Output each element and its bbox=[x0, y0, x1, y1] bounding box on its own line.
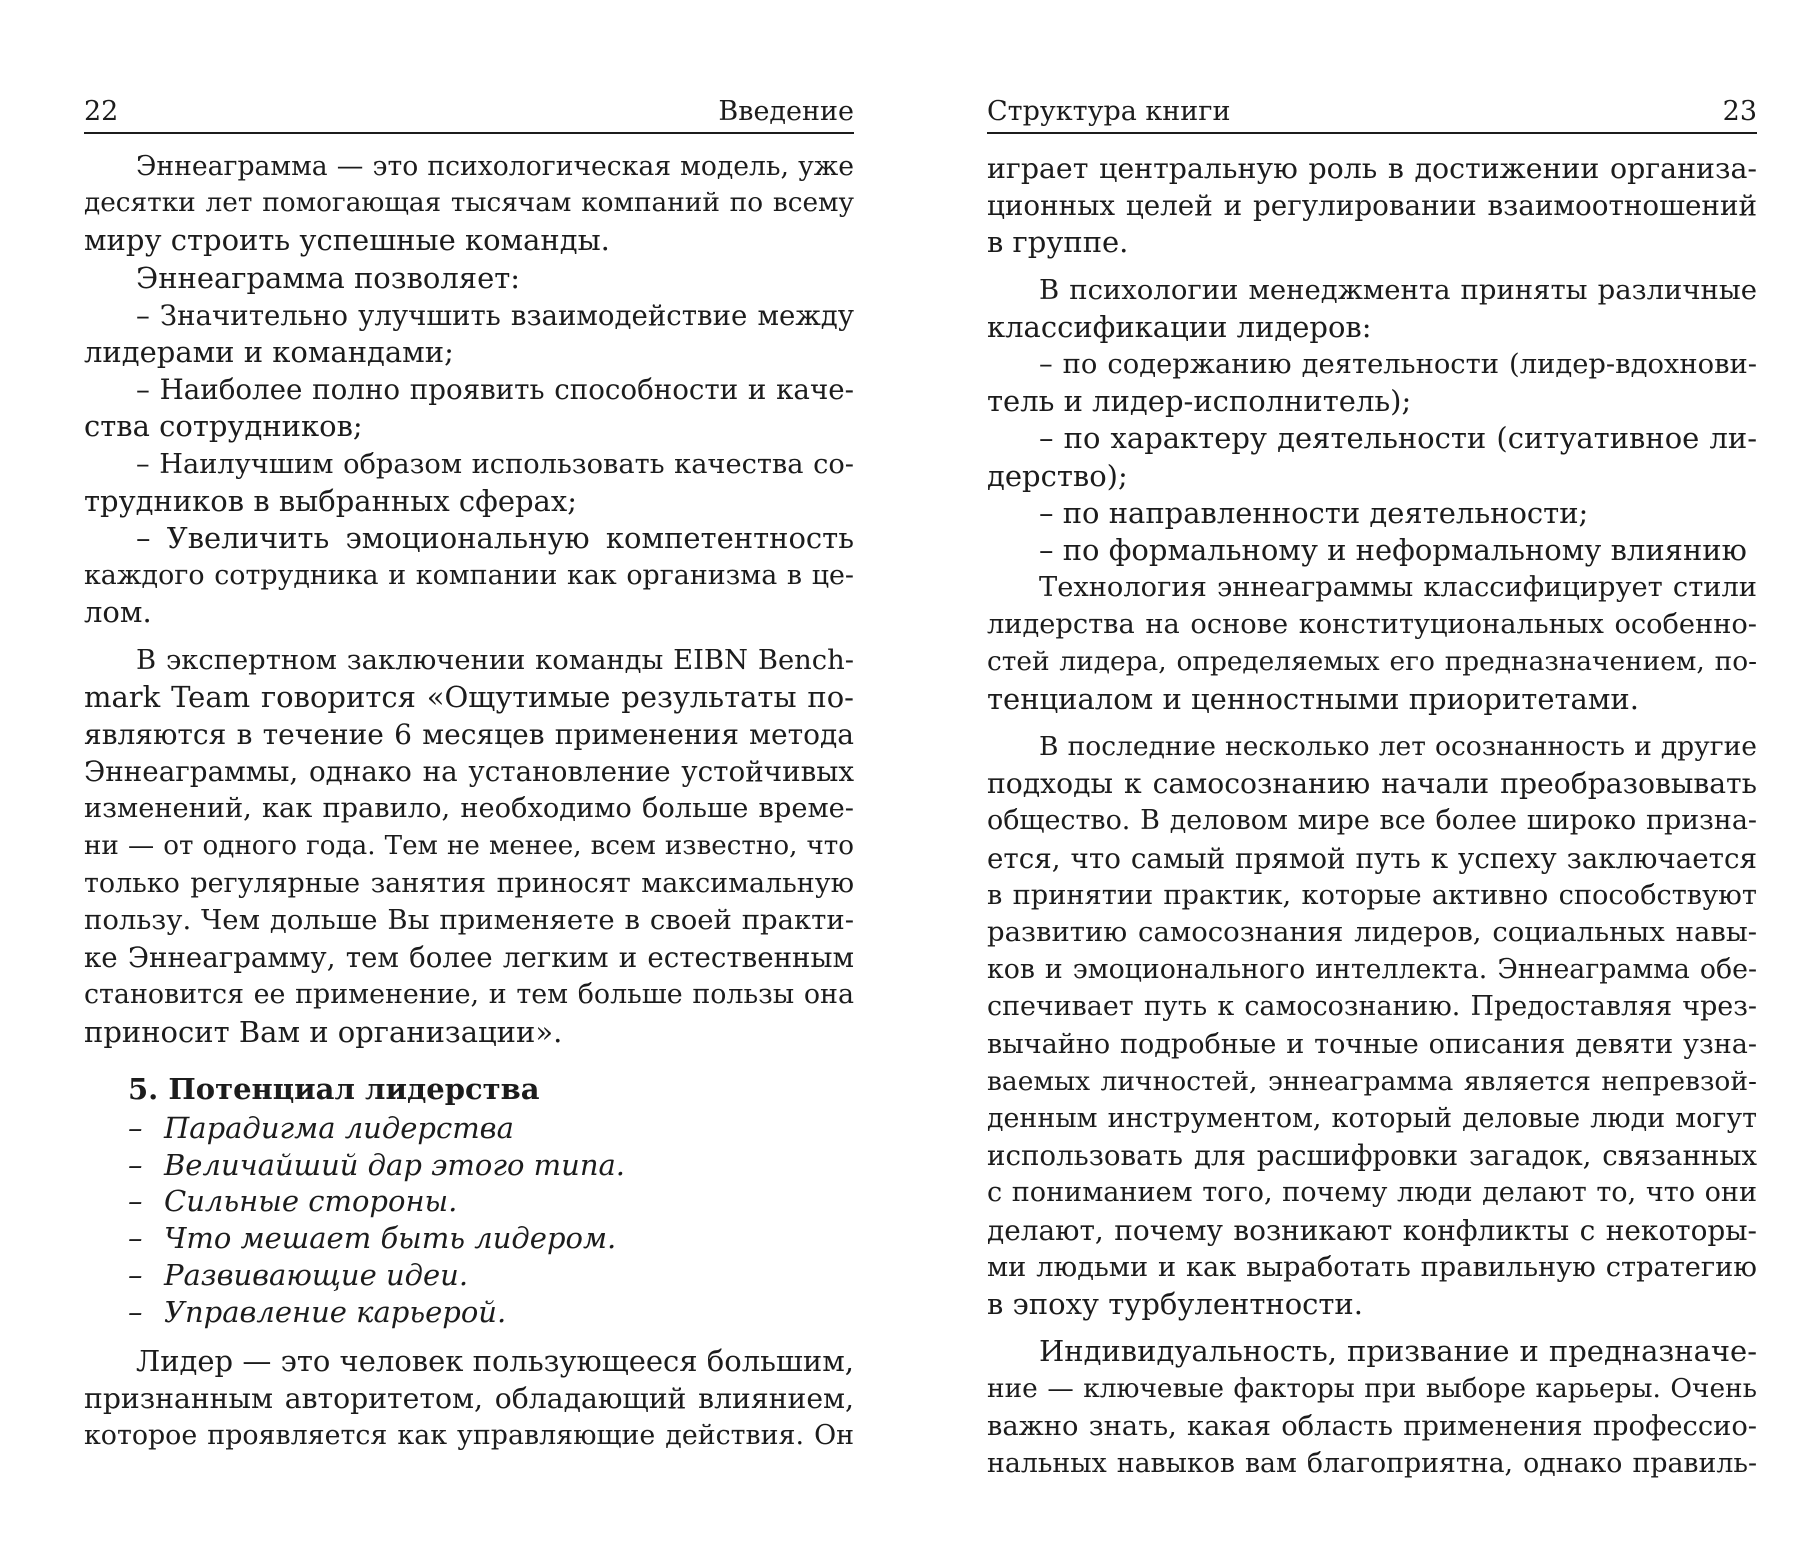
list-item-line: – по содержанию деятельности (лидер-вдохнови- bbox=[1039, 349, 1757, 381]
text-line: миру строить успешные команды. bbox=[84, 223, 610, 258]
text-line: Эннеаграммы, однако на установление устойчивых bbox=[84, 755, 854, 789]
list-item-line: – Наилучшим образом использовать качества со- bbox=[136, 448, 854, 480]
list-item-line: – по характеру деятельности (ситуативное ли- bbox=[1039, 421, 1757, 456]
text-line: с пониманием того, почему люди делают то, что они bbox=[987, 1177, 1757, 1209]
text-line: В экспертном заключении команды EIBN Bench- bbox=[136, 644, 854, 676]
text-line: которое проявляется как управляющие действия. Он bbox=[84, 1420, 854, 1452]
text-line: развитию самосознания лидеров, социальных навы- bbox=[987, 916, 1757, 949]
text-line: десятки лет помогающая тысячам компаний по всему bbox=[84, 188, 854, 219]
text-line: в группе. bbox=[987, 225, 1129, 260]
right-page bbox=[987, 0, 1757, 1482]
text-line: только регулярные занятия приносят максимальную bbox=[84, 867, 854, 899]
left-page-number: 22 bbox=[84, 96, 119, 127]
text-line: ке Эннеаграмму, тем более легким и естественным bbox=[84, 941, 854, 975]
left-closing-paragraph bbox=[84, 1343, 854, 1455]
text-line: ние — ключевые факторы при выборе карьеры. Очень bbox=[987, 1373, 1757, 1404]
text-line: mark Team говорится «Ощутимые результаты по- bbox=[84, 679, 854, 714]
list-item-line: – по формальному и неформальному влиянию bbox=[1039, 533, 1747, 568]
text-line: в эпоху турбулентности. bbox=[987, 1287, 1363, 1322]
section-title: 5. Потенциал лидерства bbox=[128, 1071, 540, 1106]
list-item: – Развивающие идеи. bbox=[128, 1258, 469, 1293]
text-line: ни — от одного года. Тем не менее, всем известно, что bbox=[84, 830, 854, 861]
list-item-line: ства сотрудников; bbox=[84, 409, 363, 444]
list-item: – Парадигма лидерства bbox=[128, 1110, 514, 1145]
left-running-head bbox=[84, 96, 854, 134]
list-item: – Управление карьерой. bbox=[128, 1294, 507, 1329]
text-line: ми людьми и как выработать правильную стратегию bbox=[987, 1251, 1757, 1283]
text-line: становится ее применение, и тем больше пользы она bbox=[84, 979, 854, 1011]
text-line: Эннеаграмма позволяет: bbox=[136, 260, 521, 295]
list-item-line: – по направленности деятельности; bbox=[1039, 495, 1589, 530]
text-line: спечивает путь к самосознанию. Предоставляя чрез- bbox=[987, 991, 1757, 1023]
text-line: изменений, как правило, необходимо больше време- bbox=[84, 793, 854, 825]
text-line: стей лидера, определяемых его предназначением, по- bbox=[987, 646, 1757, 677]
text-line: ваемых личностей, эннеаграмма является непревзой- bbox=[987, 1065, 1757, 1097]
list-item: – Сильные стороны. bbox=[128, 1184, 458, 1219]
text-line: В психологии менеджмента приняты различные bbox=[1039, 273, 1757, 306]
text-line: В последние несколько лет осознанность и другие bbox=[1039, 731, 1757, 763]
list-item-line: – Увеличить эмоциональную компетентность bbox=[136, 521, 854, 556]
section-topics-list bbox=[84, 1110, 854, 1331]
right-running-title: Структура книги bbox=[987, 96, 1231, 127]
text-line: лидерства на основе конституциональных особенно- bbox=[987, 609, 1757, 641]
text-line: общество. В деловом мире все более широко призна- bbox=[987, 805, 1757, 837]
text-line: подходы к самосознанию начали преобразовывать bbox=[987, 767, 1757, 801]
right-page-number: 23 bbox=[1722, 96, 1757, 127]
list-item-line: лом. bbox=[84, 595, 152, 630]
list-item-line: тель и лидер-исполнитель); bbox=[987, 384, 1412, 419]
list-item-line: дерство); bbox=[987, 458, 1128, 493]
text-line: являются в течение 6 месяцев применения метода bbox=[84, 718, 854, 752]
right-body-text bbox=[987, 150, 1757, 1482]
left-page bbox=[84, 0, 854, 1454]
text-line: в принятии практик, которые активно способствуют bbox=[987, 879, 1757, 911]
text-line: тенциалом и ценностными приоритетами. bbox=[987, 681, 1639, 716]
text-line: важно знать, какая область применения профессио- bbox=[987, 1410, 1757, 1442]
text-line: Лидер — это человек пользующееся большим, bbox=[136, 1343, 854, 1378]
text-line: Индивидуальность, призвание и предназначе- bbox=[1039, 1334, 1757, 1369]
left-running-title: Введение bbox=[718, 96, 854, 127]
list-item-line: – Наиболее полно проявить способности и каче- bbox=[136, 373, 854, 407]
text-line: денным инструментом, который деловые люди могут bbox=[987, 1103, 1757, 1135]
text-line: Технология эннеаграммы классифицирует стили bbox=[1039, 572, 1757, 604]
list-item-line: – Значительно улучшить взаимодействие между bbox=[136, 298, 854, 332]
text-line: вычайно подробные и точные описания девяти узна- bbox=[987, 1028, 1757, 1060]
right-running-head bbox=[987, 96, 1757, 134]
text-line: ков и эмоционального интеллекта. Эннеаграмма обе- bbox=[987, 954, 1757, 986]
text-line: использовать для расшифровки загадок, связанных bbox=[987, 1139, 1757, 1173]
text-line: ется, что самый прямой путь к успеху заключается bbox=[987, 841, 1757, 875]
list-item-line: каждого сотрудника и компании как организма в це- bbox=[84, 560, 854, 592]
text-line: нальных навыков вам благоприятна, однако правиль- bbox=[987, 1447, 1757, 1479]
text-line: делают, почему возникают конфликты с некоторы- bbox=[987, 1213, 1757, 1247]
text-line: Эннеаграмма — это психологическая модель, уже bbox=[136, 151, 854, 182]
list-item-line: трудников в выбранных сферах; bbox=[84, 483, 577, 518]
text-line: классификации лидеров: bbox=[987, 309, 1372, 344]
text-line: признанным авторитетом, обладающий влиянием, bbox=[84, 1381, 854, 1415]
list-item: – Величайший дар этого типа. bbox=[128, 1147, 626, 1182]
text-line: играет центральную роль в достижении организа- bbox=[987, 152, 1757, 185]
left-body-text bbox=[84, 148, 854, 1051]
text-line: ционных целей и регулировании взаимоотношений bbox=[987, 189, 1757, 223]
text-line: пользу. Чем дольше Вы применяете в своей практи- bbox=[84, 904, 854, 937]
text-line: приносит Вам и организации». bbox=[84, 1014, 563, 1049]
list-item-line: лидерами и командами; bbox=[84, 335, 454, 370]
list-item: – Что мешает быть лидером. bbox=[128, 1221, 617, 1256]
